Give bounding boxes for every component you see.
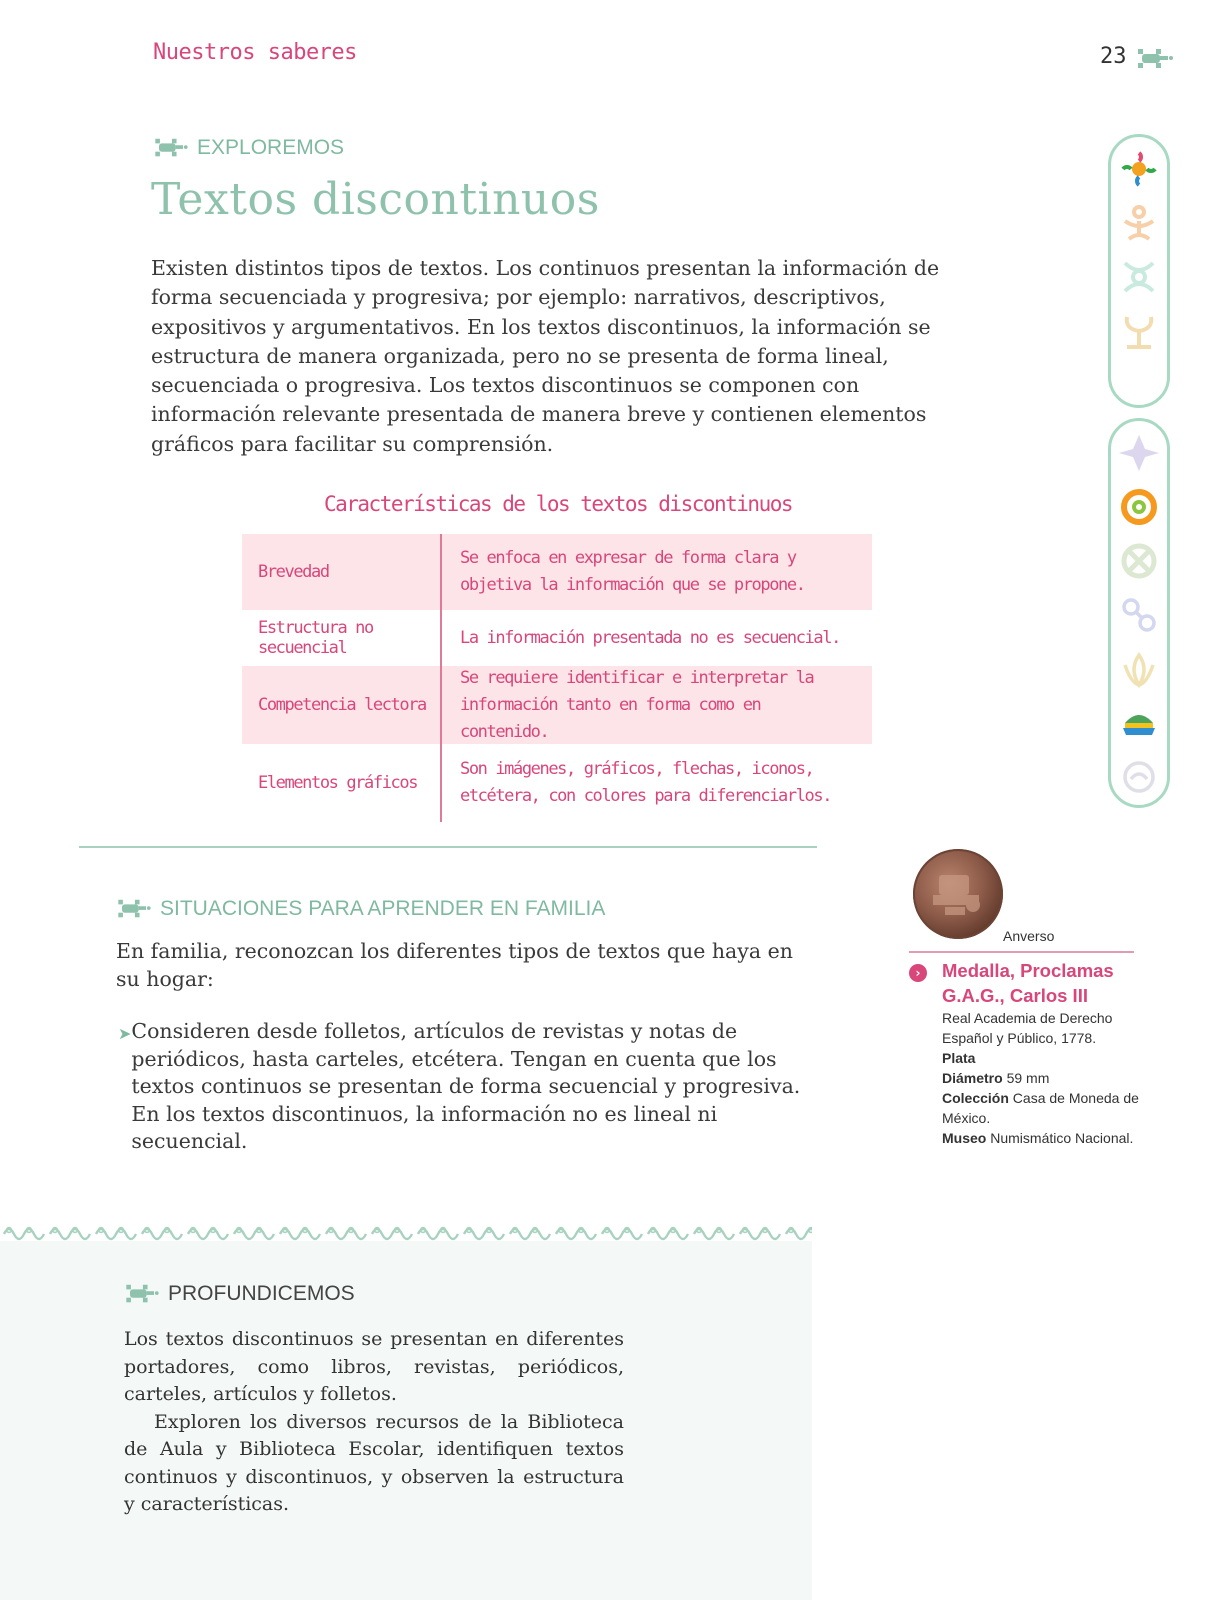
section-label-deepen: [124, 1282, 355, 1306]
faded-keys-icon[interactable]: [1119, 595, 1159, 635]
table-term: Competencia lectora: [242, 666, 442, 744]
table-row: [242, 610, 872, 666]
faded-circle-icon[interactable]: [1119, 757, 1159, 797]
table-definition: La información presentada no es secuencial.: [460, 627, 840, 648]
table-definition: Son imágenes, gráficos, flechas, iconos, etcétera, con colores para diferenciarlos.: [460, 759, 832, 806]
turtle-stack-icon[interactable]: [1119, 703, 1159, 743]
lizard-glyph-icon: [1136, 46, 1174, 72]
intro-paragraph: Existen distintos tipos de textos. Los continuos presentan la información de forma secuenciada y progresiva; por ejemplo: narrativos, descriptivos, expositivos y argumentativos. En los textos discontinuos, la información se estructura de manera organizada, pero no se presenta de forma lineal, secuenciada o progresiva. Los textos discontinuos se componen con información relevante presentada de manera breve y contienen elementos gráficos para facilitar su comprensión.: [151, 256, 940, 456]
colorful-knot-icon[interactable]: [1119, 149, 1159, 189]
table-term: Estructura no secuencial: [242, 610, 442, 666]
table-row: [242, 534, 872, 610]
ornament-band: [0, 1219, 812, 1241]
campo-formativo-nav: [1108, 134, 1170, 408]
section-label-text: SITUACIONES PARA APRENDER EN FAMILIA: [160, 897, 606, 920]
table-term: Brevedad: [242, 534, 442, 610]
family-intro: En familia, reconozcan los diferentes tipos de textos que haya en su hogar:: [116, 939, 793, 991]
section-label-text: PROFUNDICEMOS: [168, 1282, 355, 1305]
caption-body: [942, 1008, 1142, 1148]
running-head: Nuestros saberes: [153, 40, 357, 65]
deepen-paragraph: Exploren los diversos recursos de la Biblioteca de Aula y Biblioteca Escolar, identifiquen textos continuos y discontinuos, y observen la estructura y características.: [124, 1410, 624, 1515]
list-item: [118, 1018, 808, 1156]
lizard-glyph-icon: [124, 1282, 160, 1306]
arrow-bullet-icon: ➤: [118, 1024, 132, 1043]
faded-lotus-icon[interactable]: [1119, 649, 1159, 689]
list-item-text: Consideren desde folletos, artículos de revistas y notas de periódicos, hasta carteles, etcétera. Tengan en cuenta que los textos continuos se presentan de forma secuencial y progresiva. En los textos discontinuos, la información no es lineal ni secuencial.: [131, 1019, 801, 1153]
caption-collection-label: Colección: [942, 1090, 1009, 1106]
caption-museum-label: Museo: [942, 1130, 987, 1146]
caption-material: Plata: [942, 1050, 976, 1066]
deepen-text: [124, 1326, 624, 1519]
caption-museum-value: Numismático Nacional.: [990, 1130, 1134, 1146]
page-number: 23: [1100, 44, 1127, 69]
table-title: Características de los textos discontinuos: [323, 492, 792, 516]
faded-x-icon[interactable]: [1119, 541, 1159, 581]
orange-ring-icon[interactable]: [1119, 487, 1159, 527]
caption-rule: [909, 951, 1134, 953]
deepen-paragraph: Los textos discontinuos se presentan en diferentes portadores, como libros, revistas, periódicos, carteles, artículos y folletos.: [124, 1328, 624, 1405]
caption-diameter-value: 59 mm: [1006, 1070, 1050, 1086]
faded-sprout-icon[interactable]: [1119, 311, 1159, 351]
caption-collection-value: Casa de Moneda de México.: [942, 1090, 1139, 1126]
medal-relief-icon: [925, 865, 991, 923]
caption-diameter-label: Diámetro: [942, 1070, 1003, 1086]
table-definition: Se enfoca en expresar de forma clara y objetiva la información que se propone.: [460, 548, 805, 595]
caption-issuer: Real Academia de Derecho Español y Público, 1778.: [942, 1010, 1113, 1046]
faded-compass-icon[interactable]: [1119, 433, 1159, 473]
characteristics-table: [242, 534, 872, 822]
lizard-glyph-icon: [153, 136, 189, 160]
section-label-explore: [153, 136, 344, 160]
lizard-glyph-icon: [116, 897, 152, 921]
chevron-right-icon: ›: [909, 964, 927, 982]
section-label-family: [116, 897, 605, 921]
section-label-text: EXPLOREMOS: [197, 136, 345, 159]
caption-title: Medalla, Proclamas G.A.G., Carlos III: [942, 960, 1114, 1006]
faded-cross-icon[interactable]: [1119, 257, 1159, 297]
medal-side-label: Anverso: [1003, 928, 1055, 944]
faded-figure-icon[interactable]: [1119, 203, 1159, 243]
table-row: [242, 744, 872, 822]
table-definition: Se requiere identificar e interpretar la información tanto en forma como en contenido.: [460, 667, 814, 742]
page-title: Textos discontinuos: [151, 174, 600, 225]
ejes-nav: [1108, 418, 1170, 808]
table-term: Elementos gráficos: [242, 744, 442, 822]
table-row: [242, 666, 872, 744]
section-divider: [79, 846, 817, 848]
